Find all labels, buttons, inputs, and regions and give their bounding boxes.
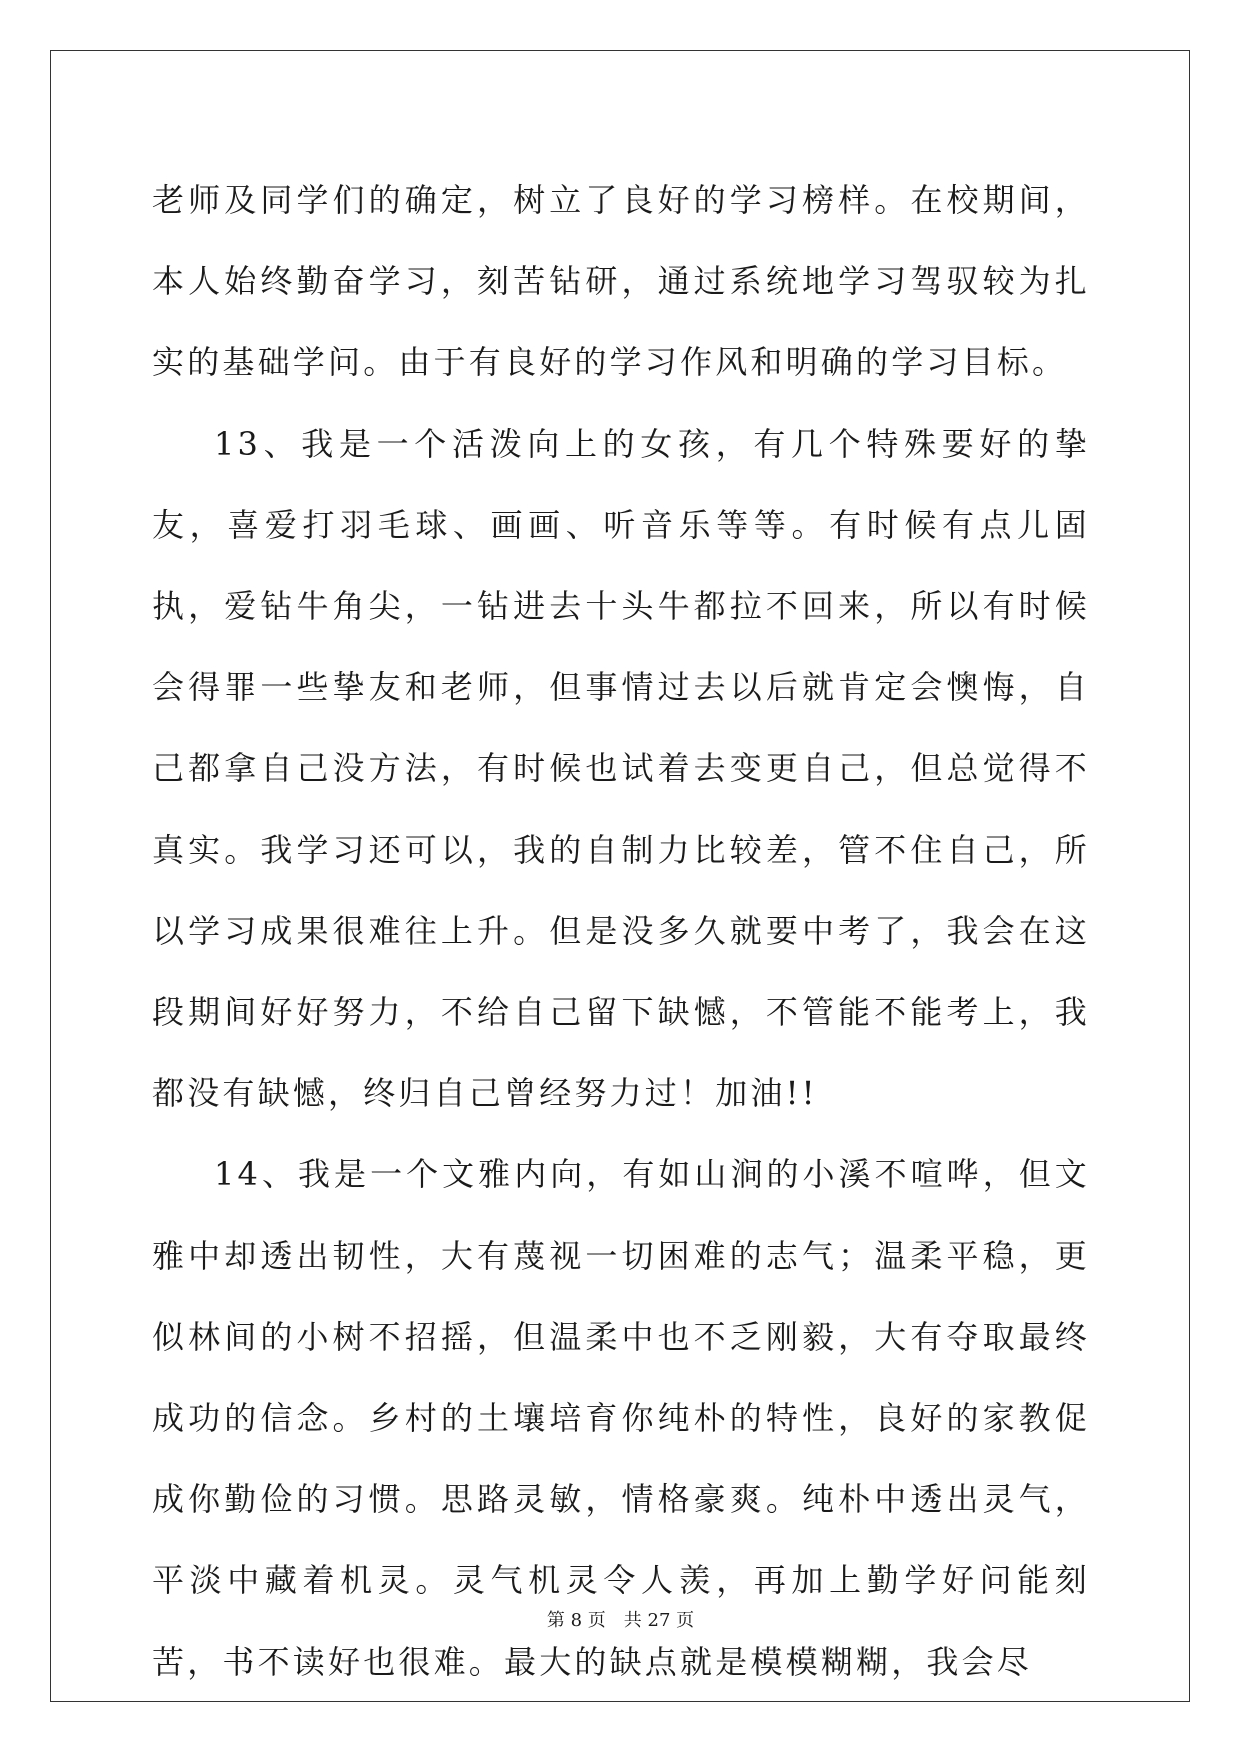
page-total: 共 27 页 [623, 1610, 695, 1631]
paragraph: 老师及同学们的确定，树立了良好的学习榜样。在校期间，本人始终勤奋学习，刻苦钻研，通过系统地学习驾驭较为扎实的基础学问。由于有良好的学习作风和明确的学习目标。 [152, 181, 1090, 382]
document-body [152, 160, 1090, 1703]
page-footer [0, 1609, 1241, 1633]
page-number: 第 8 页 [546, 1610, 606, 1631]
paragraph: 13、我是一个活泼向上的女孩，有几个特殊要好的挚友，喜爱打羽毛球、画画、听音乐等等。有时候有点儿固执，爱钻牛角尖，一钻进去十头牛都拉不回来，所以有时候会得罪一些挚友和老师，但事情过去以后就肯定会懊悔，自己都拿自己没方法，有时候也试着去变更自己，但总觉得不真实。我学习还可以，我的自制力比较差，管不住自己，所以学习成果很难往上升。但是没多久就要中考了，我会在这段期间好好努力，不给自己留下缺憾，不管能不能考上，我都没有缺憾，终归自己曾经努力过！加油!! [152, 424, 1090, 1113]
paragraph: 14、我是一个文雅内向，有如山涧的小溪不喧哗，但文雅中却透出韧性，大有蔑视一切困难的志气；温柔平稳，更似林间的小树不招摇，但温柔中也不乏刚毅，大有夺取最终成功的信念。乡村的土壤培育你纯朴的特性，良好的家教促成你勤俭的习惯。思路灵敏，情格豪爽。纯朴中透出灵气，平淡中藏着机灵。灵气机灵令人羡，再加上勤学好问能刻苦，书不读好也很难。最大的缺点就是模模糊糊，我会尽 [152, 1155, 1090, 1681]
